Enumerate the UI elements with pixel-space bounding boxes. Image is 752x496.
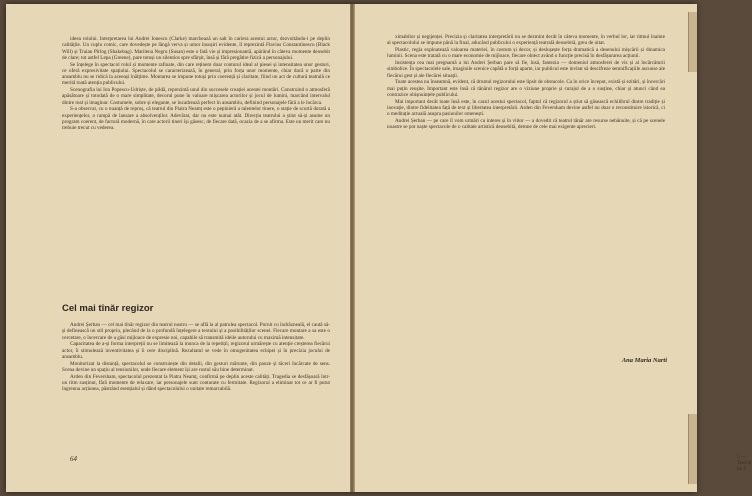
page-number: 64 xyxy=(70,455,77,463)
paragraph: Andrei Șerban — cel mai tînăr regizor din teatrul nostru — se află la al patrulea spectacol. Pornit cu îndrăzneală, el caută să-și definească un stil propriu, plecând de la o profundă înțelegere a textului și a posibilităților scenei. Fiecare montare a sa este o cercetare, o încercare de a găsi mijloace de expresie noi, capabile să transmită ideile autorului cu maximă intensitate. xyxy=(62,322,330,341)
paragraph: Insistența cea mai pregnantă a lui Andrei Șerban pare să fie, însă, fantezia — domeniul atmosferei de vis și al încărcăturii simbolice. În spectacolele sale, imaginile scenice capătă o forță aparte, iar publicul este invitat să descifreze semnificațiile ascunse ale fiecărui gest și ale fiecărei situații. xyxy=(387,60,665,79)
paragraph: Andrei Șerban — pe care îl vom urmări cu interes și în viitor — a dovedit că teatrul tânăr are resurse nebănuite, și că pe scenele noastre se pot naște spectacole de o calitate artistică deosebită, demne de cele mai exigente aprecieri. xyxy=(387,117,665,130)
paragraph: Scenografia lui Ion Popescu-Udriște, de pildă, reprezintă unul din succesele creației acestei montări. Construind o atmosferă apăsătoare și totodată de o mare simplitate, decorul pune în valoare mișcarea actorilor și jocul de lumini, marcând intervalul dintre real și imaginar. Costumele, sobre și elegante, se încadrează perfect în ansamblu, definind personajele fără a le încărca. xyxy=(62,87,330,106)
left-top-column xyxy=(62,36,330,131)
paragraph: Se înțelege în spectacol rolul și momente rafinate, din care reținem doar conturul ideal al piesei și intensitatea unor gesturi, ce oferă expresivitate spațiului. Spectacolul se caracterizează, în general, prin forța unor momente, chiar dacă o parte din ansamblu nu se ridică la aceeași înălțime. Montarea se impune totuși prin coerență și claritate, fiind un act de cultură teatrală ce merită toată atenția publicului. xyxy=(62,61,330,87)
left-bottom-column xyxy=(62,322,330,392)
author-signature: Ana Maria Narti xyxy=(621,357,667,364)
magazine-spread xyxy=(6,4,752,492)
section-title: Cel mai tînăr regizor xyxy=(62,303,154,314)
right-page xyxy=(354,4,752,492)
paragraph: ideea rolului. Interpretarea lui Andrei Ionescu (Clarke) marchează un salt în cariera acestui actor, dezvoltându-i pe deplin calitățile. Un cuplu comic, care dovedește pe lângă verva și umor însușiri evidente, îl reprezintă Flavius Constantinescu (Black Will) și Traian Pîrlog (Shakebag). Marilena Negru (Susan) este o fată vie și impresionantă, apărând în câteva momente deosebit de clare; tot astfel Lepa (Greene), pare totuși un silentios spre sfârșit, însă și fără pregătire fizică a personajului. xyxy=(62,36,330,61)
page-edge xyxy=(688,12,697,72)
paragraph: Toate acestea nu înseamnă, evident, că drumul regizorului este lipsit de obstacole. Ca în orice început, există și ezitări, și încercări mai puțin reușite. Important este însă că tânărul regizor are o viziune proprie și curajul de a o susține, chiar și atunci când ea contrazice obișnuințele publicului. xyxy=(387,79,665,98)
left-page xyxy=(6,4,351,492)
paragraph: S-a observat, cu o nuanță de reproș, că teatrul din Piatra Neamț este o pepinieră a talentelor tinere, o stație de scurtă durată a experiențelor, o rampă de lansare a absolvenților. Adevărat, dar nu este numai atât. Direcția teatrului a știut să-și asume un program coerent, de factură modernă, în care actorii tineri își găsesc, de fiecare dată, ocazia de a se afirma. Este un merit care nu trebuie trecut cu vederea. xyxy=(62,106,330,131)
paragraph: ximabilor și negijenței. Precizia și claritatea interpretării nu se dezmint decât în câteva momente, în verbul lor, iar ritmul înainte al spectacolului se impune până la final, aducând publicului o experiență teatrală deosebită, greu de uitat. xyxy=(387,34,665,47)
footer-note: 5 — Teatrul nr. 6 xyxy=(737,454,752,472)
paragraph: Monitorizat la distanță, spectacolul se construiește din detalii, din gesturi mărunte, din pauze și tăceri încărcate de sens. Scena devine un spațiu al tensiunilor, unde fiecare element își are rostul său bine determinat. xyxy=(62,360,330,373)
page-edge xyxy=(688,414,697,484)
paragraph: Capacitatea de a-și forma interpreții nu se limitează la munca de la repetiții; regizorul urmărește cu atenție creșterea fiecărui actor, îi stimulează inventivitatea și îi cere disciplină. Rezultatul se vede în omogenitatea echipei și în precizia jocului de ansamblu. xyxy=(62,341,330,360)
right-column xyxy=(387,34,665,130)
paragraph: Mai important decât toate însă este, în cazul acestui spectacol, faptul că regizorul a știut să găsească echilibrul dintre tradiție și inovație, dintre fidelitatea față de text și libertatea interpretării. Arden din Feversham devine astfel nu doar o reconstituire istorică, ci o meditație actuală asupra pasiunilor omenești. xyxy=(387,98,665,117)
paragraph: Plastic, regia exploatează valoarea materiei, în costum și decor, și deslușește forța dramatică a desenului mișcării și dinamica luminii. Scena este tratată cu o mare economie de mijloace, fiecare obiect având o funcție precisă în desfășurarea acțiunii. xyxy=(387,47,665,60)
paragraph: Arden din Feversham, spectacolul prezentat la Piatra Neamț, confirmă pe deplin aceste calități. Tragedia se desfășoară într-un ritm susținut, fără momente de relaxare, iar personajele sunt conturate cu fermitate. Regizorul a eliminat tot ce ar fi putut îngreuna acțiunea, păstrând esențialul și dând spectacolului o unitate remarcabilă. xyxy=(62,373,330,392)
